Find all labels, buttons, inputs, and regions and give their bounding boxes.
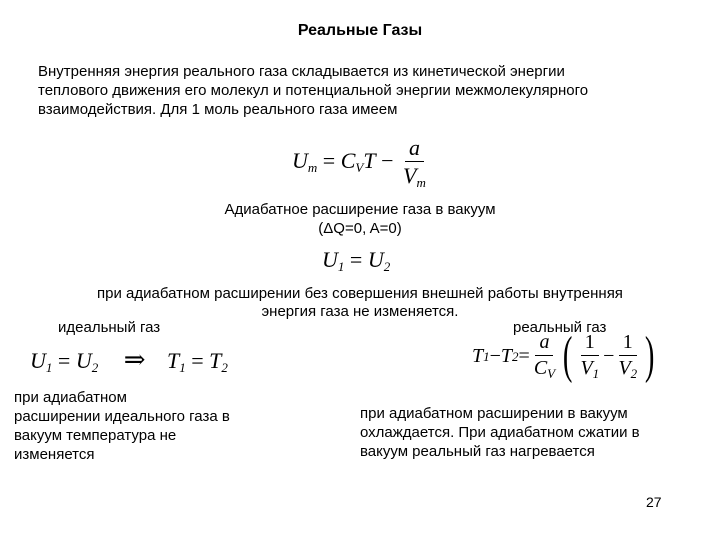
formula-u1-equals-u2: $U_1 = U_2$: [322, 247, 391, 274]
ideal-conclusion-line: изменяется: [14, 446, 95, 463]
intro-line: теплового движения его молекул и потенциальной энергии межмолекулярного: [38, 82, 589, 99]
formula-real-gas: T 1 − T 2 = $\frac{a}{C_V}$ ( $\frac{1}{V_1}$ − $\frac{1}{V_2}$ ): [472, 327, 655, 384]
real-gas-label: реальный газ: [513, 319, 607, 336]
intro-paragraph: [38, 62, 698, 119]
formula-ideal-gas: $U_1 = U_2$ ⇒ $T_1 = T_2$: [30, 345, 228, 375]
page-number: 27: [646, 494, 662, 510]
statement-line: при адиабатном расширении без совершения внешней работы внутренняя: [97, 285, 623, 302]
intro-line: взаимодействия. Для 1 моль реального газа имеем: [38, 101, 398, 118]
ideal-conclusion-line: расширении идеального газа в: [14, 408, 230, 425]
adiabatic-heading: [0, 200, 720, 238]
page-title: Реальные Газы: [297, 22, 423, 39]
fraction-1-over-v1: $\frac{1}{V_1}$: [580, 330, 600, 381]
statement-line: энергия газа не изменяется.: [261, 303, 459, 320]
ideal-gas-label: идеальный газ: [58, 319, 161, 336]
real-conclusion-line: вакуум реальный газ нагревается: [360, 443, 595, 460]
right-paren: ): [645, 327, 655, 384]
adiabatic-condition: (ΔQ=0, A=0): [318, 220, 402, 237]
fraction-a-over-cv: $\frac{a}{C_V}$: [533, 330, 556, 381]
real-conclusion-line: охлаждается. При адиабатном сжатии в: [360, 424, 640, 441]
ideal-conclusion-line: при адиабатном: [14, 389, 127, 406]
fraction-1-over-v2: $\frac{1}{V_2}$: [618, 330, 638, 381]
statement-paragraph: [0, 285, 720, 321]
real-conclusion-line: при адиабатном расширении в вакуум: [360, 405, 628, 422]
ideal-gas-conclusion: [14, 388, 230, 464]
adiabatic-heading-text: Адиабатное расширение газа в вакуум: [224, 201, 496, 218]
formula-internal-energy: $U_m = C_VT$ − $\frac{a}{V_m}$: [292, 136, 430, 190]
implies-arrow: ⇒: [123, 345, 146, 374]
real-gas-conclusion: [360, 404, 640, 461]
ideal-conclusion-line: вакуум температура не: [14, 427, 177, 444]
fraction-a-over-vm: $\frac{a}{V_m}$: [403, 135, 426, 191]
intro-line: Внутренняя энергия реального газа складывается из кинетической энергии: [38, 63, 565, 80]
left-paren: (: [563, 327, 573, 384]
